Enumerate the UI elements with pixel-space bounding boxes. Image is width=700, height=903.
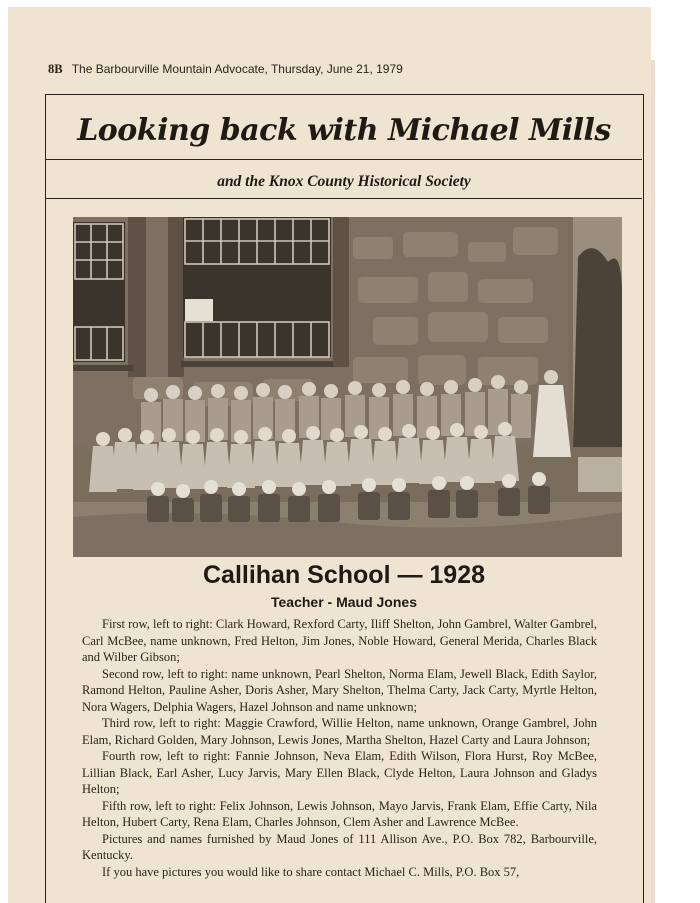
paragraph-fifth-row: Fifth row, left to right: Felix Johnson, Lewis Johnson, Mayo Jarvis, Frank Elam, Effie Carty, Nila Helton, Hubert Carty, Rena Elam, Charles Johnson, Clem Asher and Lawrence McBee. <box>82 798 597 829</box>
subhead-rule <box>46 198 642 199</box>
paragraph-fourth-row: Fourth row, left to right: Fannie Johnson, Neva Elam, Edith Wilson, Flora Hurst, Roy McBee, Lillian Black, Earl Asher, Lucy Jarvis, Mary Ellen Black, Clyde Helton, Laura Johnson and Gladys Helton; <box>82 749 597 796</box>
page-number: 8B <box>48 62 63 76</box>
column-subtitle: and the Knox County Historical Society <box>217 173 471 190</box>
paragraph-credits: Pictures and names furnished by Maud Jones of 111 Allison Ave., P.O. Box 782, Barbourville, Kentucky. <box>82 831 597 862</box>
class-photograph <box>73 217 622 557</box>
photo-illustration <box>73 217 622 557</box>
dateline: The Barbourville Mountain Advocate, Thursday, June 21, 1979 <box>71 62 403 76</box>
paper-edge <box>651 60 655 903</box>
paragraph-contact: If you have pictures you would like to share contact Michael C. Mills, P.O. Box 57, <box>102 864 520 879</box>
paragraph-third-row: Third row, left to right: Maggie Crawford, Willie Helton, name unknown, Orange Gambrel, John Elam, Richard Golden, Mary Johnson, Lewis Jones, Martha Shelton, Hazel Carty and Laura Johnson; <box>82 716 597 747</box>
paragraph-first-row: First row, left to right: Clark Howard, Rexford Carty, Iliff Shelton, John Gambrel, Walter Gambrel, Carl McBee, name unknown, Fred Helton, Jim Jones, Noble Howard, General Merida, Charles Black and Wilber Gibson; <box>82 617 597 664</box>
page-margin <box>651 0 700 903</box>
caption-title: Callihan School — 1928 <box>202 561 486 589</box>
newspaper-header <box>48 62 608 77</box>
masthead-rule <box>46 159 642 160</box>
column-title: Looking back with Michael Mills <box>77 113 611 148</box>
caption-teacher: Teacher - Maud Jones <box>270 594 417 610</box>
paragraph-second-row: Second row, left to right: name unknown, Pearl Shelton, Norma Elam, Jewell Black, Edith Saylor, Ramond Helton, Pauline Asher, Doris Asher, Mary Shelton, Thelma Carty, Jack Carty, Myrtle Helton, Nora Wagers, Delphia Wagers, Hazel Johnson and name unknown; <box>82 666 597 714</box>
article-box <box>45 94 644 903</box>
article-body <box>82 616 597 880</box>
